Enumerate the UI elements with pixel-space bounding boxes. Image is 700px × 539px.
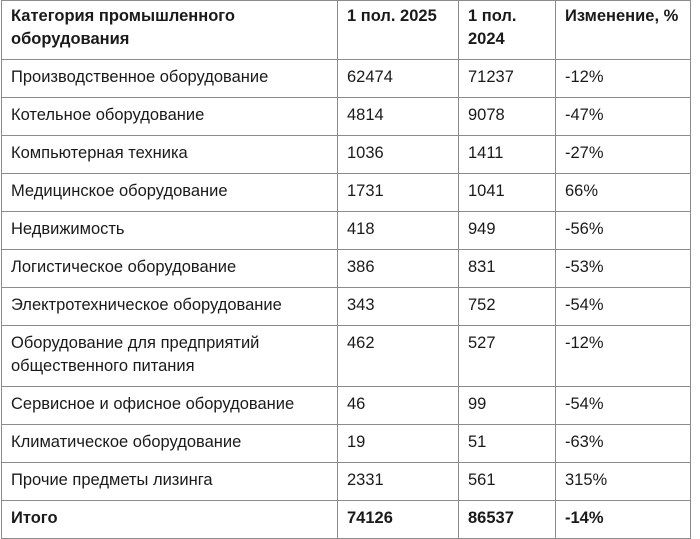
- cell-category: Сервисное и офисное оборудование: [2, 387, 338, 425]
- cell-2024: 752: [459, 288, 556, 326]
- total-label: Итого: [2, 501, 338, 539]
- cell-category: Оборудование для предприятий общественного питания: [2, 326, 338, 387]
- cell-2025: 1731: [338, 174, 459, 212]
- cell-2025: 343: [338, 288, 459, 326]
- cell-2025: 462: [338, 326, 459, 387]
- cell-2024: 51: [459, 425, 556, 463]
- header-change-percent: Изменение, %: [556, 1, 691, 60]
- cell-change: -63%: [556, 425, 691, 463]
- cell-2025: 62474: [338, 60, 459, 98]
- cell-2025: 46: [338, 387, 459, 425]
- cell-category: Прочие предметы лизинга: [2, 463, 338, 501]
- table-row: [2, 463, 691, 501]
- cell-2025: 4814: [338, 98, 459, 136]
- header-h1-2025: 1 пол. 2025: [338, 1, 459, 60]
- table-row: [2, 288, 691, 326]
- cell-2024: 1411: [459, 136, 556, 174]
- cell-category: Логистическое оборудование: [2, 250, 338, 288]
- table-row: [2, 425, 691, 463]
- header-category: Категория промышленного оборудования: [2, 1, 338, 60]
- table-row: [2, 174, 691, 212]
- cell-change: 66%: [556, 174, 691, 212]
- total-2025: 74126: [338, 501, 459, 539]
- cell-category: Электротехническое оборудование: [2, 288, 338, 326]
- cell-category: Климатическое оборудование: [2, 425, 338, 463]
- cell-2025: 1036: [338, 136, 459, 174]
- cell-category: Компьютерная техника: [2, 136, 338, 174]
- cell-change: -47%: [556, 98, 691, 136]
- cell-2025: 2331: [338, 463, 459, 501]
- cell-change: -53%: [556, 250, 691, 288]
- cell-change: -12%: [556, 326, 691, 387]
- header-h1-2024: 1 пол. 2024: [459, 1, 556, 60]
- cell-change: -56%: [556, 212, 691, 250]
- table-row: [2, 60, 691, 98]
- cell-2024: 71237: [459, 60, 556, 98]
- cell-change: 315%: [556, 463, 691, 501]
- cell-2024: 831: [459, 250, 556, 288]
- total-2024: 86537: [459, 501, 556, 539]
- cell-2025: 418: [338, 212, 459, 250]
- table-total-row: [2, 501, 691, 539]
- cell-2024: 9078: [459, 98, 556, 136]
- cell-change: -54%: [556, 288, 691, 326]
- table-row: [2, 98, 691, 136]
- cell-category: Котельное оборудование: [2, 98, 338, 136]
- cell-2024: 1041: [459, 174, 556, 212]
- equipment-leasing-table: [1, 0, 691, 539]
- table-row: [2, 326, 691, 387]
- cell-2024: 99: [459, 387, 556, 425]
- cell-category: Медицинское оборудование: [2, 174, 338, 212]
- cell-2024: 527: [459, 326, 556, 387]
- table-header-row: [2, 1, 691, 60]
- cell-2025: 19: [338, 425, 459, 463]
- cell-2024: 949: [459, 212, 556, 250]
- table-row: [2, 212, 691, 250]
- table-row: [2, 250, 691, 288]
- total-change: -14%: [556, 501, 691, 539]
- cell-category: Производственное оборудование: [2, 60, 338, 98]
- cell-category: Недвижимость: [2, 212, 338, 250]
- table-row: [2, 387, 691, 425]
- cell-change: -54%: [556, 387, 691, 425]
- data-table-container: [1, 0, 691, 539]
- cell-change: -12%: [556, 60, 691, 98]
- cell-2024: 561: [459, 463, 556, 501]
- cell-change: -27%: [556, 136, 691, 174]
- cell-2025: 386: [338, 250, 459, 288]
- table-row: [2, 136, 691, 174]
